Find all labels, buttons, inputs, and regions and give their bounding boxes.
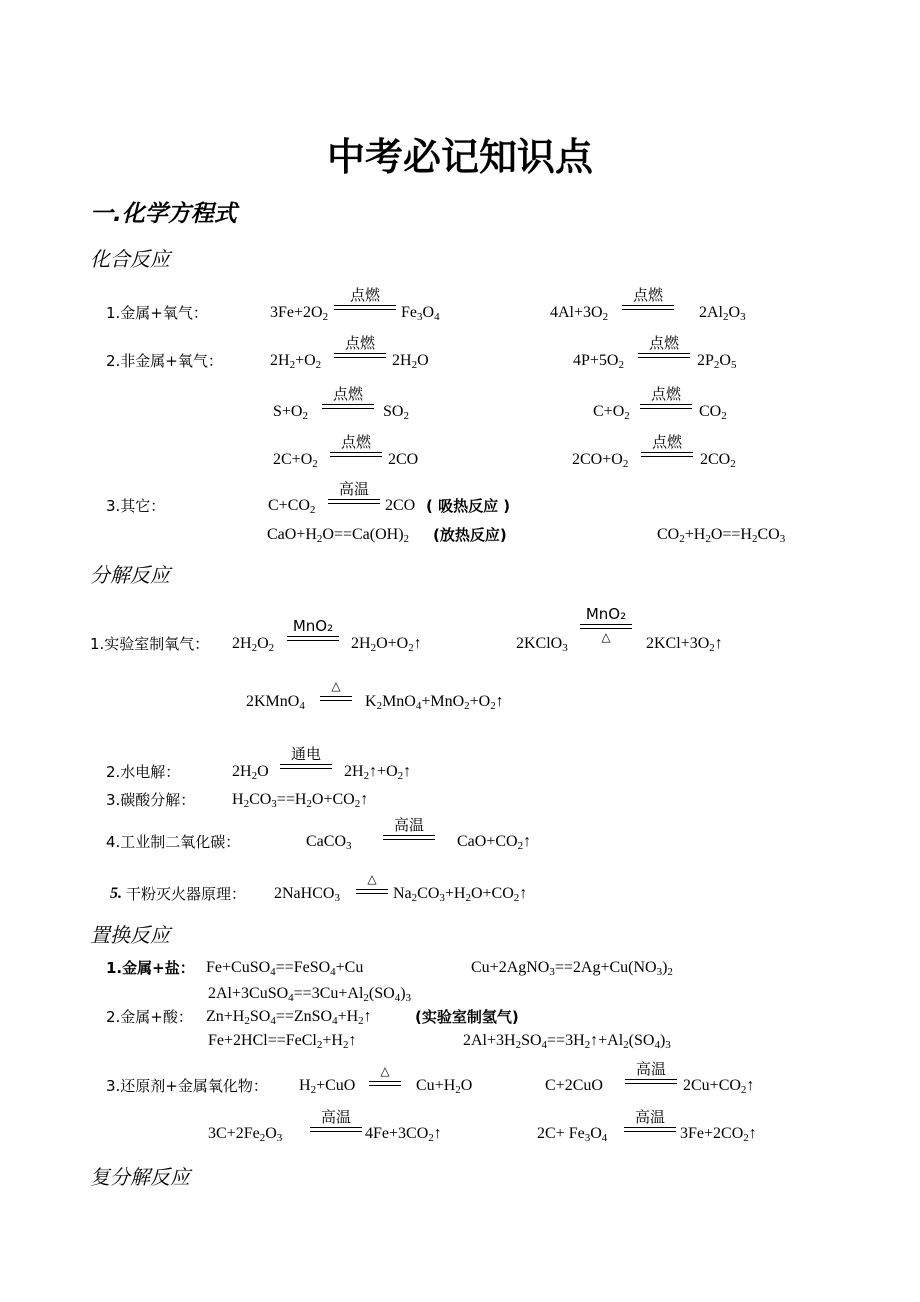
eq-left: 2KClO$_3$ bbox=[516, 635, 568, 654]
eq-left: 2NaHCO$_3$ bbox=[274, 885, 340, 904]
heading-decomposition: 分解反应 bbox=[90, 563, 170, 587]
eq-left: $4Al+3O_2$ bbox=[550, 304, 609, 323]
eq-left: $2C+O_2$ bbox=[273, 451, 318, 470]
reaction-condition: 高温 bbox=[338, 480, 369, 498]
reaction-arrow bbox=[287, 618, 339, 641]
reaction-arrow bbox=[622, 287, 674, 310]
note-exothermic: (放热反应) bbox=[433, 526, 507, 544]
reaction-condition: 高温 bbox=[320, 1108, 351, 1126]
reaction-condition: MnO₂ bbox=[292, 617, 334, 635]
eq-left: $S+O_2$ bbox=[273, 403, 308, 422]
eq-right: $2H_2O+O_2↑$ bbox=[351, 635, 422, 654]
reaction-condition: 点燃 bbox=[632, 286, 663, 304]
reaction-arrow bbox=[330, 434, 382, 457]
label-industry-co2: 4.工业制二氧化碳： bbox=[106, 833, 241, 851]
eq-right: $Cu+H_2O$ bbox=[416, 1077, 473, 1096]
label-water-electrolysis: 2.水电解： bbox=[106, 763, 181, 781]
eq-left: $2H_2O$ bbox=[232, 763, 269, 782]
heading-double-decomposition: 复分解反应 bbox=[90, 1165, 190, 1189]
reaction-condition: MnO₂ bbox=[585, 605, 627, 623]
eq-right: $2H_2↑+O_2↑$ bbox=[344, 763, 412, 782]
eq-left: $H_2+CuO$ bbox=[299, 1077, 356, 1096]
eq-right: $2KCl+3O_2↑$ bbox=[646, 635, 723, 654]
equation: $Zn+H_2SO_4==ZnSO_4+H_2↑$ bbox=[206, 1008, 372, 1027]
eq-right: $2CO_2$ bbox=[700, 451, 736, 470]
eq-right: 2CO bbox=[385, 497, 416, 514]
eq-right: $3Fe+2CO_2↑$ bbox=[680, 1125, 757, 1144]
reaction-arrow bbox=[638, 335, 690, 358]
reaction-arrow bbox=[383, 817, 435, 840]
reaction-arrow bbox=[625, 1061, 677, 1084]
equation: $2Al+3H_2SO_4==3H_2↑+Al_2(SO_4)_3$ bbox=[463, 1032, 671, 1051]
eq-left: $3C+2Fe_2O_3$ bbox=[208, 1125, 283, 1144]
eq-right: $SO_2$ bbox=[383, 403, 409, 422]
reaction-condition: 点燃 bbox=[332, 385, 363, 403]
reaction-arrow bbox=[334, 335, 386, 358]
label-lab-oxygen: 1.实验室制氧气： bbox=[90, 635, 210, 653]
reaction-condition: 通电 bbox=[290, 745, 321, 763]
reaction-condition: 高温 bbox=[634, 1108, 665, 1126]
reaction-condition: 点燃 bbox=[648, 334, 679, 352]
reaction-condition: △ bbox=[380, 1064, 390, 1078]
equation: $Cu+2AgNO_3==2Ag+Cu(NO_3)_2$ bbox=[471, 959, 673, 978]
reaction-condition: 高温 bbox=[635, 1060, 666, 1078]
reaction-condition: △ bbox=[331, 679, 341, 693]
item-number: 5. bbox=[110, 885, 122, 902]
eq-left: $3Fe+2O_2$ bbox=[270, 304, 329, 323]
label-carbonic-acid: 3.碳酸分解： bbox=[106, 791, 196, 809]
eq-right: $CaO+CO_2↑$ bbox=[457, 833, 532, 852]
note-lab-hydrogen: (实验室制氢气) bbox=[415, 1008, 519, 1026]
reaction-arrow bbox=[280, 746, 332, 769]
eq-right: $CO_2$ bbox=[699, 403, 727, 422]
eq-right: $Na_2CO_3+H_2O+CO_2↑$ bbox=[393, 885, 528, 904]
eq-left: $C+CO_2$ bbox=[268, 497, 316, 516]
heading-displacement: 置换反应 bbox=[90, 923, 170, 947]
equation: $H_2CO_3==H_2O+CO_2↑$ bbox=[232, 791, 369, 810]
equation: $Fe+2HCl==FeCl_2+H_2↑$ bbox=[208, 1032, 357, 1051]
reaction-condition: △ bbox=[367, 872, 377, 886]
eq-left: C+2CuO bbox=[545, 1077, 603, 1094]
reaction-arrow bbox=[310, 1109, 362, 1132]
reaction-arrow bbox=[334, 287, 396, 310]
reaction-arrow bbox=[580, 606, 632, 647]
equation: $2Al+3CuSO_4==3Cu+Al_2(SO_4)_3$ bbox=[208, 985, 412, 1004]
label-metal-salt: 1.金属+盐： bbox=[106, 959, 195, 977]
eq-left: $2H_2O_2$ bbox=[232, 635, 275, 654]
reaction-arrow bbox=[369, 1063, 401, 1086]
reaction-condition: 点燃 bbox=[344, 334, 375, 352]
eq-left: $2H_2+O_2$ bbox=[270, 352, 322, 371]
reaction-arrow bbox=[641, 434, 693, 457]
reaction-condition: 点燃 bbox=[349, 286, 380, 304]
equation: $CaO+H_2O==Ca(OH)_2$ bbox=[267, 526, 410, 545]
eq-right: $2Cu+CO_2↑$ bbox=[683, 1077, 755, 1096]
eq-right: 2CO bbox=[388, 451, 419, 468]
label-metal-oxygen: 1.金属+氧气： bbox=[106, 304, 208, 322]
eq-left: $2CO+O_2$ bbox=[572, 451, 629, 470]
reaction-condition: △ bbox=[601, 630, 611, 644]
note-endothermic: ( 吸热反应 ) bbox=[426, 497, 511, 515]
eq-right: $Fe_3O_4$ bbox=[401, 304, 440, 323]
eq-left: $C+O_2$ bbox=[593, 403, 630, 422]
reaction-arrow bbox=[322, 386, 374, 409]
eq-right: $2P_2O_5$ bbox=[697, 352, 737, 371]
eq-right: $4Fe+3CO_2↑$ bbox=[365, 1125, 442, 1144]
eq-left: 2KMnO$_4$ bbox=[246, 693, 305, 712]
eq-right: $2H_2O$ bbox=[392, 352, 429, 371]
eq-left: $2C+ Fe_3O_4$ bbox=[537, 1125, 608, 1144]
eq-left: CaCO$_3$ bbox=[306, 833, 352, 852]
reaction-condition: 高温 bbox=[393, 816, 424, 834]
label-metal-acid: 2.金属+酸： bbox=[106, 1008, 193, 1026]
reaction-arrow bbox=[328, 481, 380, 504]
reaction-arrow bbox=[640, 386, 692, 409]
eq-right: $2Al_2O_3$ bbox=[699, 304, 746, 323]
equation: Fe+CuSO$_4$==FeSO$_4$+Cu bbox=[206, 959, 364, 978]
label-nonmetal-oxygen: 2.非金属+氧气： bbox=[106, 352, 223, 370]
label-other: 3.其它： bbox=[106, 497, 166, 515]
eq-left: $4P+5O_2$ bbox=[573, 352, 624, 371]
label-extinguisher: 干粉灭火器原理： bbox=[126, 885, 247, 903]
equation: $CO_2+H_2O==H_2CO_3$ bbox=[657, 526, 786, 545]
reaction-condition: 点燃 bbox=[340, 433, 371, 451]
label-reducer: 3.还原剂+金属氧化物： bbox=[106, 1077, 268, 1095]
eq-right: $K_2MnO_4+MnO_2+O_2↑$ bbox=[365, 693, 504, 712]
heading-combination: 化合反应 bbox=[90, 247, 170, 271]
reaction-arrow bbox=[356, 871, 388, 894]
page-title: 中考必记知识点 bbox=[326, 135, 593, 179]
reaction-arrow bbox=[624, 1109, 676, 1132]
section-heading-equations: 一.化学方程式 bbox=[90, 201, 237, 227]
reaction-condition: 点燃 bbox=[650, 385, 681, 403]
reaction-arrow bbox=[320, 678, 352, 701]
reaction-condition: 点燃 bbox=[651, 433, 682, 451]
